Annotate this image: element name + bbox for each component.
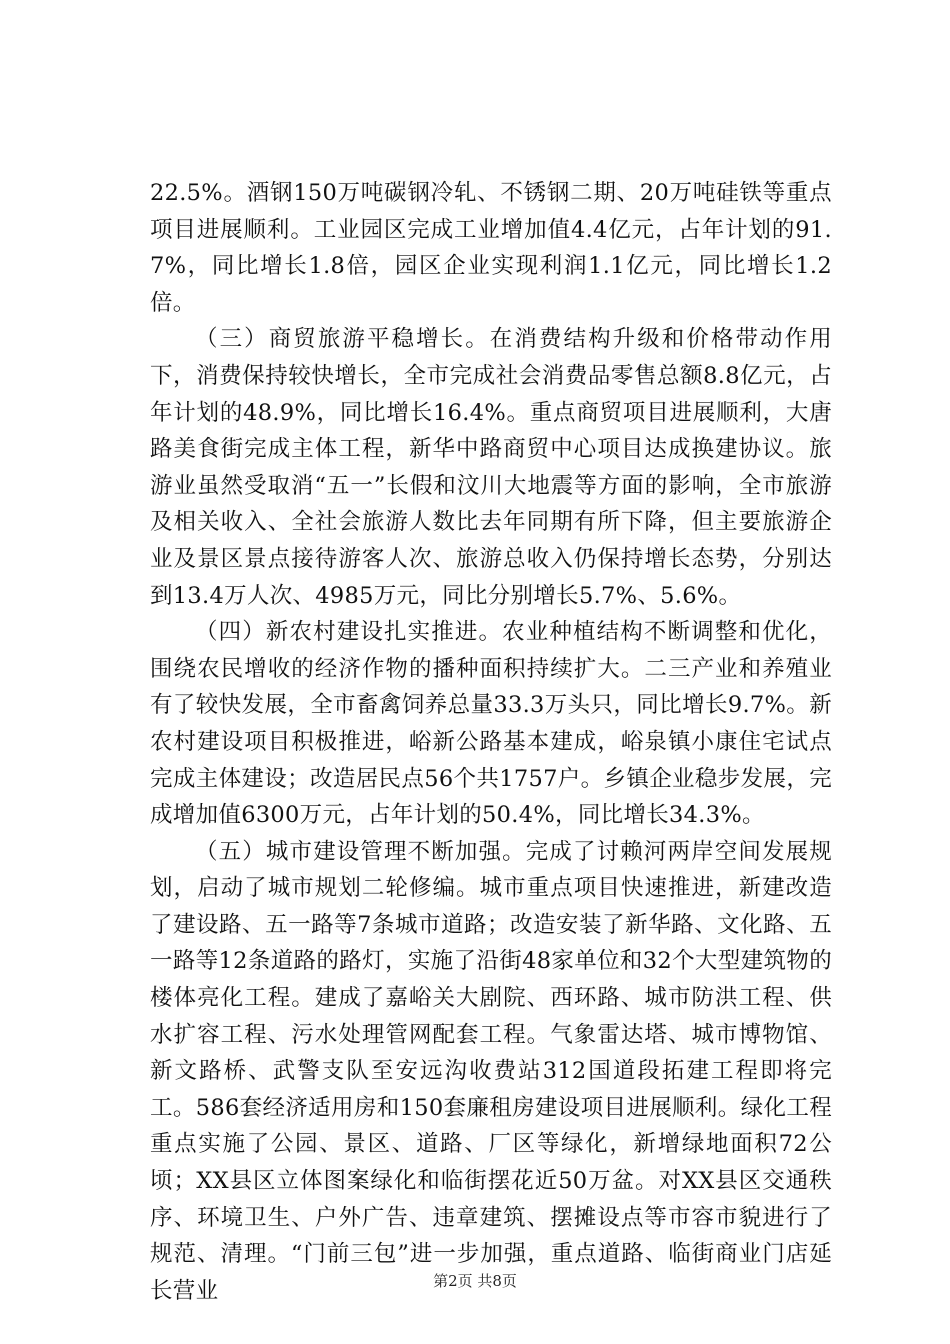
paragraph-commerce-tourism: （三）商贸旅游平稳增长。在消费结构升级和价格带动作用下，消费保持较快增长，全市完成社会消费品零售总额8.8亿元，占年计划的48.9%，同比增长16.4%。重点商贸项目进展顺利，大唐路美食街完成主体工程，新华中路商贸中心项目达成换建协议。旅游业虽然受取消“五一”长假和汶川大地震等方面的影响，全市旅游及相关收入、全社会旅游人数比去年同期有所下降，但主要旅游企业及景区景点接待游客人次、旅游总收入仍保持增长态势，分别达到13.4万人次、4985万元，同比分别增长5.7%、5.6%。: [150, 326, 832, 609]
page-footer: 第2页 共8页: [433, 1272, 517, 1290]
paragraph-urban-construction: （五）城市建设管理不断加强。完成了讨赖河两岸空间发展规划，启动了城市规划二轮修编。城市重点项目快速推进，新建改造了建设路、五一路等7条城市道路；改造安装了新华路、文化路、五一路等12条道路的路灯，实施了沿街48家单位和32个大型建筑物的楼体亮化工程。建成了嘉峪关大剧院、西环路、城市防洪工程、供水扩容工程、污水处理管网配套工程。气象雷达塔、城市博物馆、新文路桥、武警支队至安远沟收费站312国道段拓建工程即将完工。586套经济适用房和150套廉租房建设项目进展顺利。绿化工程重点实施了公园、景区、道路、厂区等绿化，新增绿地面积72公顷；XX县区立体图案绿化和临街摆花近50万盆。对XX县区交通秩序、环境卫生、户外广告、违章建筑、摆摊设点等市容市貌进行了规范、清理。“门前三包”进一步加强，重点道路、临街商业门店延长营业: [150, 838, 832, 1304]
document-body: [150, 175, 832, 1309]
paragraph-new-countryside: （四）新农村建设扎实推进。农业种植结构不断调整和优化，围绕农民增收的经济作物的播种面积持续扩大。二三产业和养殖业有了较快发展，全市畜禽饲养总量33.3万头只，同比增长9.7%。新农村建设项目积极推进，峪新公路基本建成，峪泉镇小康住宅试点完成主体建设；改造居民点56个共1757户。乡镇企业稳步发展，完成增加值6300万元，占年计划的50.4%，同比增长34.3%。: [150, 619, 832, 829]
paragraph-industry-continued: 22.5%。酒钢150万吨碳钢冷轧、不锈钢二期、20万吨硅铁等重点项目进展顺利。工业园区完成工业增加值4.4亿元，占年计划的91.7%，同比增长1.8倍，园区企业实现利润1.1亿元，同比增长1.2倍。: [150, 180, 832, 316]
